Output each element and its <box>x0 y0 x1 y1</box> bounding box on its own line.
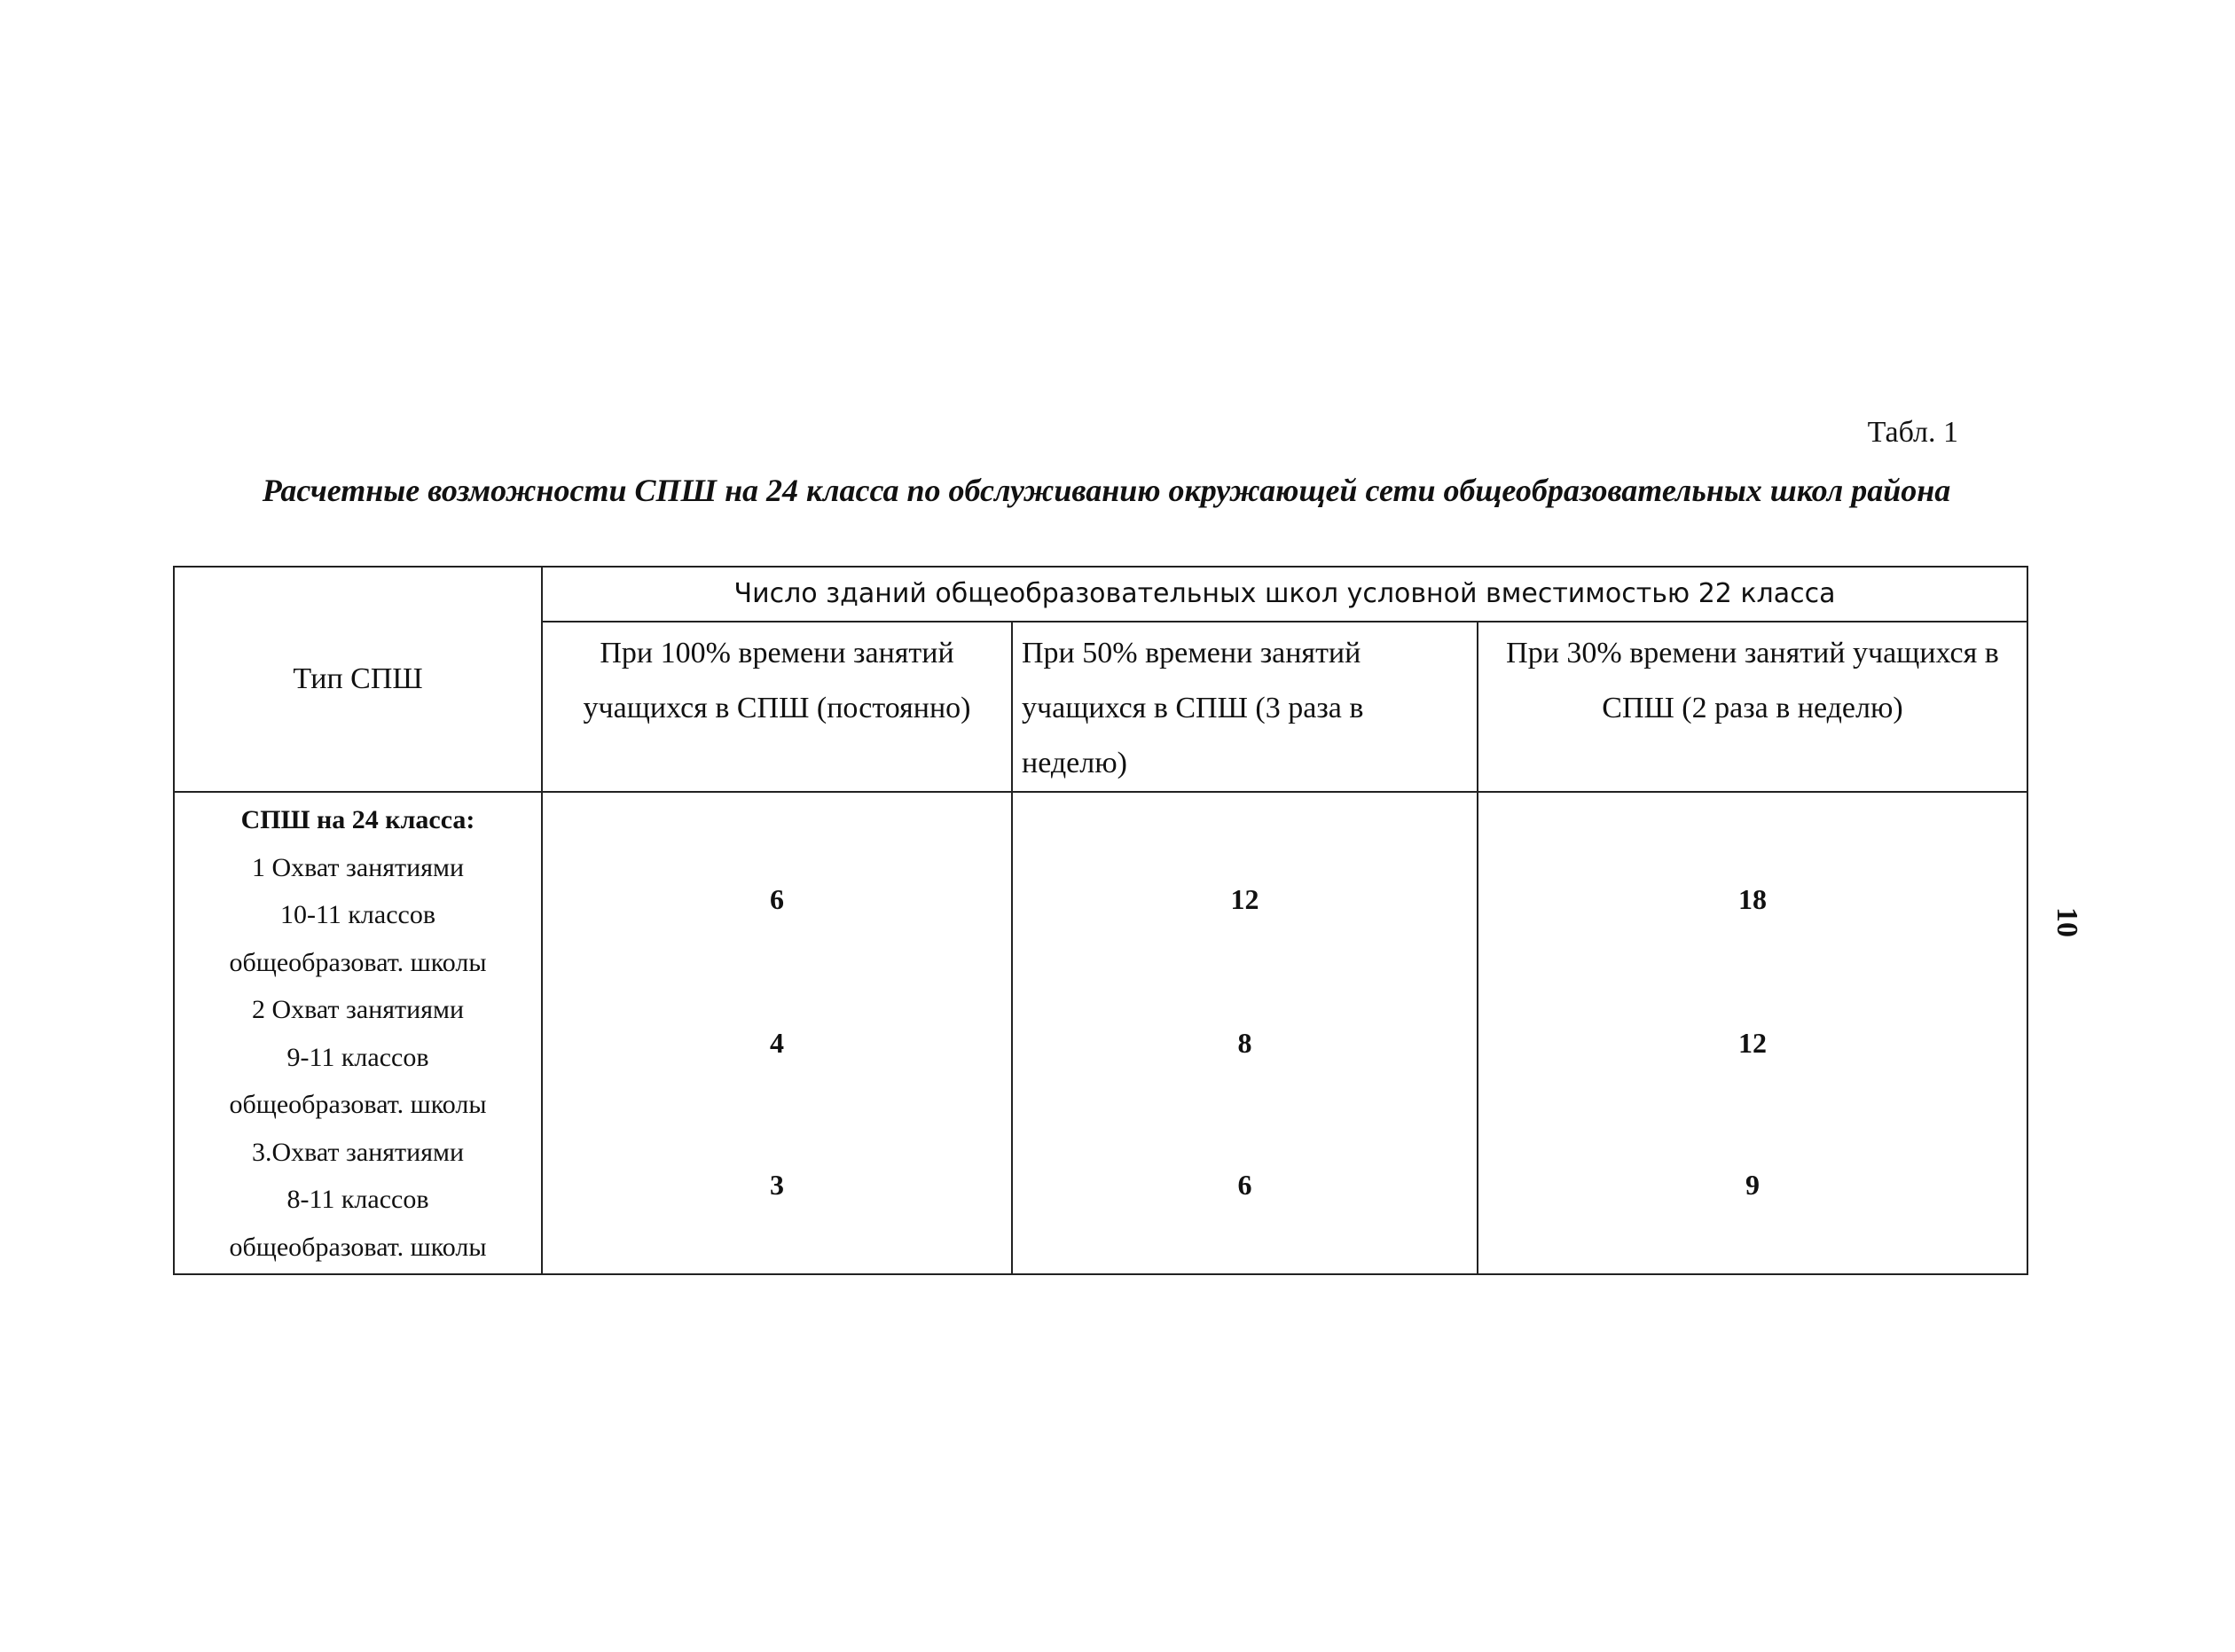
table-cell-value: 12 <box>1230 883 1259 915</box>
column-header-100 <box>542 622 1012 792</box>
values-column-100 <box>542 792 1012 1274</box>
group-header: Число зданий общеобразовательных школ условной вместимостью 22 класса <box>733 578 1836 609</box>
table-cell-value: 8 <box>1237 1027 1252 1059</box>
document-title: Расчетные возможности СПШ на 24 класса по обслуживанию окружающей сети общеобразовательных школ района <box>262 473 1951 508</box>
column-header-label: При 100% времени занятий учащихся в СПШ (постоянно) <box>583 637 971 724</box>
table-cell-value: 9 <box>1745 1169 1760 1201</box>
table-label: Табл. 1 <box>1867 416 1958 449</box>
table-header-row-1 <box>174 567 2027 622</box>
row-label-line: 2 Охват занятиями <box>251 995 465 1024</box>
row-label-line: общеобразоват. школы <box>229 947 487 977</box>
column-header-50 <box>1012 622 1478 792</box>
values-column-30 <box>1478 792 2027 1274</box>
group-header-cell <box>542 567 2027 622</box>
type-header-cell <box>174 567 542 792</box>
table-cell-value: 4 <box>770 1027 784 1059</box>
table-cell-value: 12 <box>1738 1027 1767 1059</box>
row-label-line: 9-11 классов <box>286 1042 429 1072</box>
table-body-row <box>174 792 2027 1274</box>
column-header-30 <box>1478 622 2027 792</box>
capacity-table <box>173 566 2028 1275</box>
table-cell-value: 18 <box>1738 883 1767 915</box>
table-cell-value: 6 <box>1237 1169 1252 1201</box>
page-number: 10 <box>2051 907 2083 937</box>
row-label-line: 1 Охват занятиями <box>251 852 465 882</box>
column-header-label: При 30% времени занятий учащихся в СПШ (2 раза в неделю) <box>1506 637 1999 724</box>
row-label-line: общеобразоват. школы <box>229 1232 487 1262</box>
row-label-line: 10-11 классов <box>279 900 436 929</box>
table-cell-value: 6 <box>770 883 784 915</box>
type-header: Тип СПШ <box>293 662 423 695</box>
row-labels-cell <box>174 792 542 1274</box>
row-label-line: общеобразоват. школы <box>229 1090 487 1119</box>
row-label-line: 3.Охват занятиями <box>251 1137 465 1167</box>
table-cell-value: 3 <box>770 1169 784 1201</box>
column-header-label: При 50% времени занятий учащихся в СПШ (3 раза в неделю) <box>1022 637 1364 779</box>
row-label-line: 8-11 классов <box>286 1185 429 1214</box>
group-label: СПШ на 24 класса: <box>240 805 475 834</box>
values-column-50 <box>1012 792 1478 1274</box>
